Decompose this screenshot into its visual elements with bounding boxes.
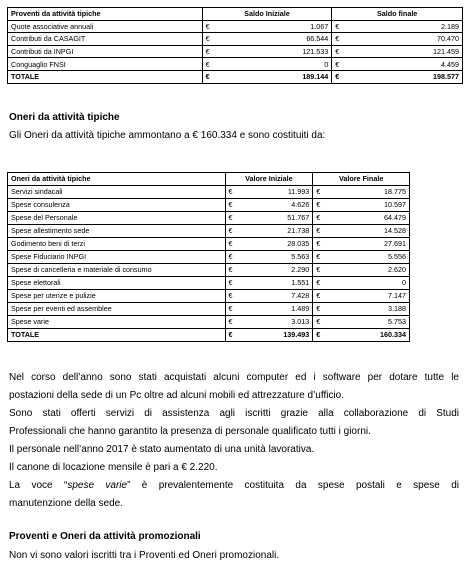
currency-symbol: € bbox=[335, 59, 340, 69]
value-final: 27.691 bbox=[384, 239, 406, 249]
value-final: 14.528 bbox=[384, 226, 406, 236]
currency-symbol: € bbox=[228, 200, 233, 210]
text-segment: ” è prevalentemente costituita da spese postali e spese di bbox=[127, 480, 459, 491]
oneri-intro: Gli Oneri da attività tipiche ammontano a € 160.334 e sono costituiti da: bbox=[9, 130, 326, 141]
oneri-header-row bbox=[8, 173, 410, 186]
row-label: Contributi da CASAGIT bbox=[8, 33, 203, 46]
total-label: TOTALE bbox=[8, 329, 226, 342]
proventi-header-initial: Saldo Iniziale bbox=[202, 8, 332, 21]
currency-symbol: € bbox=[228, 291, 233, 301]
value-initial: 5.563 bbox=[291, 252, 310, 262]
currency-symbol: € bbox=[205, 72, 210, 82]
paragraph-servizi-line1: Sono stati offerti servizi di assistenza agli iscritti grazie alla collaborazione di Studi bbox=[9, 408, 459, 419]
row-label: Spese del Personale bbox=[8, 212, 226, 225]
table-row bbox=[8, 303, 410, 316]
total-final: 160.334 bbox=[380, 330, 406, 340]
currency-symbol: € bbox=[316, 252, 321, 262]
row-label: Spese consulenza bbox=[8, 199, 226, 212]
text-segment: La voce “ bbox=[9, 480, 68, 491]
currency-symbol: € bbox=[335, 46, 340, 56]
currency-symbol: € bbox=[316, 213, 321, 223]
table-row bbox=[8, 45, 463, 58]
value-final: 18.775 bbox=[384, 187, 406, 197]
currency-symbol: € bbox=[316, 200, 321, 210]
value-initial: 66.544 bbox=[306, 34, 329, 44]
row-label: Spese per eventi ed assemblee bbox=[8, 303, 226, 316]
value-final: 5.556 bbox=[388, 252, 406, 262]
row-label: Spese per utenze e pulizie bbox=[8, 290, 226, 303]
value-initial: 121.533 bbox=[302, 46, 329, 56]
paragraph-acquisti-line2: postazioni della sede di un Pc oltre ad alcuni mobili ed attrezzature d’ufficio. bbox=[9, 390, 345, 401]
value-final: 2.620 bbox=[388, 265, 406, 275]
table-row bbox=[8, 33, 463, 46]
currency-symbol: € bbox=[335, 21, 340, 31]
currency-symbol: € bbox=[228, 278, 233, 288]
table-row bbox=[8, 264, 410, 277]
value-initial: 2.290 bbox=[291, 265, 310, 275]
value-initial: 11.993 bbox=[287, 187, 310, 197]
currency-symbol: € bbox=[316, 291, 321, 301]
currency-symbol: € bbox=[205, 46, 210, 56]
value-final: 7.147 bbox=[388, 291, 406, 301]
oneri-header-label: Oneri da attività tipiche bbox=[8, 173, 226, 186]
promo-section-title: Proventi e Oneri da attività promozionali bbox=[9, 531, 201, 542]
value-final: 64.479 bbox=[384, 213, 406, 223]
table-row bbox=[8, 277, 410, 290]
oneri-section-title: Oneri da attività tipiche bbox=[9, 112, 120, 123]
row-label: Servizi sindacali bbox=[8, 186, 226, 199]
table-row bbox=[8, 58, 463, 71]
currency-symbol: € bbox=[228, 304, 233, 314]
value-final: 4.459 bbox=[441, 59, 459, 69]
oneri-header-final: Valore Finale bbox=[313, 173, 410, 186]
value-initial: 1.489 bbox=[291, 304, 310, 314]
value-initial: 7.428 bbox=[291, 291, 310, 301]
value-initial: 21.738 bbox=[287, 226, 310, 236]
row-label: Contributi da INPGI bbox=[8, 45, 203, 58]
italic-term: spese varie bbox=[67, 480, 128, 491]
value-final: 70.470 bbox=[437, 34, 459, 44]
value-initial: 3.013 bbox=[291, 317, 310, 327]
row-label: Spese di cancelleria e materiale di consumo bbox=[8, 264, 226, 277]
currency-symbol: € bbox=[316, 330, 321, 340]
proventi-header-label: Proventi da attività tipiche bbox=[8, 8, 203, 21]
value-final: 10.597 bbox=[384, 200, 406, 210]
row-label: Godimento beni di terzi bbox=[8, 238, 226, 251]
currency-symbol: € bbox=[316, 239, 321, 249]
currency-symbol: € bbox=[316, 226, 321, 236]
table-row bbox=[8, 251, 410, 264]
currency-symbol: € bbox=[205, 59, 210, 69]
proventi-table bbox=[7, 7, 463, 84]
currency-symbol: € bbox=[335, 72, 340, 82]
proventi-total-row bbox=[8, 70, 463, 83]
currency-symbol: € bbox=[228, 226, 233, 236]
row-label: Quote associative annuali bbox=[8, 20, 203, 33]
proventi-header-row bbox=[8, 8, 463, 21]
currency-symbol: € bbox=[228, 330, 233, 340]
currency-symbol: € bbox=[316, 304, 321, 314]
value-initial: 1.551 bbox=[291, 278, 310, 288]
value-final: 3.188 bbox=[388, 304, 406, 314]
currency-symbol: € bbox=[228, 213, 233, 223]
row-label: Spese Fiduciario INPGI bbox=[8, 251, 226, 264]
value-initial: 51.767 bbox=[287, 213, 310, 223]
currency-symbol: € bbox=[228, 187, 233, 197]
total-initial: 189.144 bbox=[302, 72, 329, 82]
value-initial: 0 bbox=[324, 59, 329, 69]
table-row bbox=[8, 199, 410, 212]
currency-symbol: € bbox=[335, 34, 340, 44]
currency-symbol: € bbox=[205, 21, 210, 31]
promo-text: Non vi sono valori iscritti tra i Proventi ed Oneri promozionali. bbox=[9, 550, 280, 561]
value-initial: 1.067 bbox=[310, 21, 329, 31]
table-row bbox=[8, 225, 410, 238]
table-row bbox=[8, 316, 410, 329]
value-final: 0 bbox=[402, 278, 406, 288]
oneri-total-row bbox=[8, 329, 410, 342]
paragraph-acquisti-line1: Nel corso dell’anno sono stati acquistati alcuni computer ed i software per dotare tutte le bbox=[9, 372, 459, 383]
currency-symbol: € bbox=[228, 317, 233, 327]
currency-symbol: € bbox=[316, 317, 321, 327]
row-label: Conguaglio FNSI bbox=[8, 58, 203, 71]
paragraph-canone: Il canone di locazione mensile è pari a € 2.220. bbox=[9, 462, 218, 473]
value-final: 5.753 bbox=[388, 317, 406, 327]
paragraph-spese-varie-line2: manutenzione della sede. bbox=[9, 498, 123, 509]
value-final: 121.459 bbox=[433, 46, 459, 56]
currency-symbol: € bbox=[228, 239, 233, 249]
value-initial: 28.035 bbox=[287, 239, 310, 249]
table-row bbox=[8, 212, 410, 225]
currency-symbol: € bbox=[316, 265, 321, 275]
row-label: Spese allestimento sede bbox=[8, 225, 226, 238]
paragraph-servizi-line2: Professionali che hanno garantito la presenza di personale qualificato tutti i giorni. bbox=[9, 426, 371, 437]
table-row bbox=[8, 290, 410, 303]
paragraph-spese-varie-line1 bbox=[9, 481, 459, 491]
total-final: 198.577 bbox=[433, 72, 459, 82]
table-row bbox=[8, 186, 410, 199]
currency-symbol: € bbox=[316, 278, 321, 288]
value-final: 2.189 bbox=[441, 21, 459, 31]
currency-symbol: € bbox=[228, 252, 233, 262]
table-row bbox=[8, 238, 410, 251]
paragraph-personale: Il personale nell’anno 2017 è stato aumentato di una unità lavorativa. bbox=[9, 444, 315, 455]
total-label: TOTALE bbox=[8, 70, 203, 83]
currency-symbol: € bbox=[205, 34, 210, 44]
currency-symbol: € bbox=[228, 265, 233, 275]
row-label: Spese varie bbox=[8, 316, 226, 329]
value-initial: 4.626 bbox=[291, 200, 310, 210]
table-row bbox=[8, 20, 463, 33]
oneri-header-initial: Valore Iniziale bbox=[225, 173, 313, 186]
oneri-table bbox=[7, 172, 410, 342]
proventi-header-final: Saldo finale bbox=[332, 8, 463, 21]
total-initial: 139.493 bbox=[283, 330, 310, 340]
row-label: Spese elettorali bbox=[8, 277, 226, 290]
currency-symbol: € bbox=[316, 187, 321, 197]
